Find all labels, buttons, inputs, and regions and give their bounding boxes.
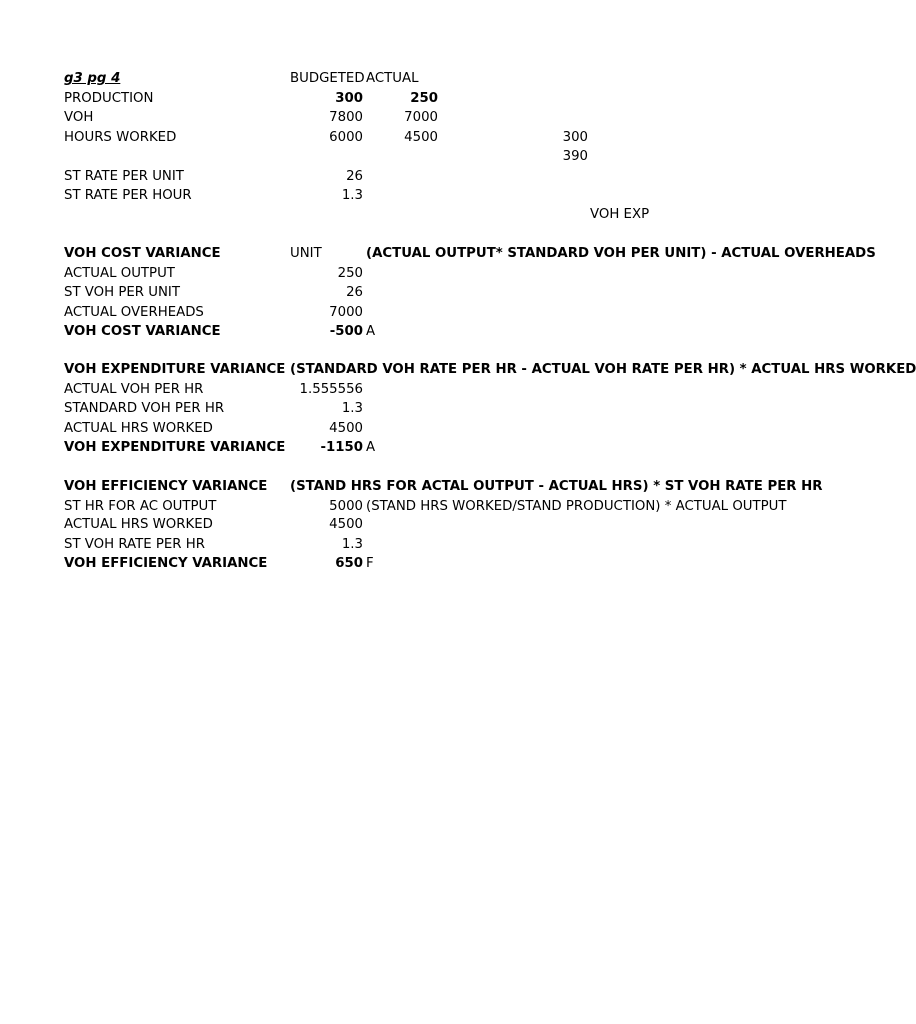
efficiency-actual-hrs-label[interactable]: ACTUAL HRS WORKED <box>64 517 213 532</box>
st-rate-per-unit-label[interactable]: ST RATE PER UNIT <box>64 168 184 184</box>
production-label[interactable]: PRODUCTION <box>64 90 154 106</box>
cost-variance-formula[interactable]: (ACTUAL OUTPUT* STANDARD VOH PER UNIT) - ACTUAL OVERHEADS <box>366 246 876 261</box>
production-actual[interactable]: 250 <box>410 90 438 106</box>
actual-header[interactable]: ACTUAL <box>366 71 419 86</box>
st-rate-per-hour-value[interactable]: 1.3 <box>341 188 363 203</box>
actual-output-label[interactable]: ACTUAL OUTPUT <box>64 265 175 281</box>
table-row <box>0 303 768 323</box>
st-voh-per-unit-value[interactable]: 26 <box>346 285 363 300</box>
table-row <box>0 380 768 400</box>
hours-worked-label[interactable]: HOURS WORKED <box>64 129 177 145</box>
table-row <box>0 264 768 284</box>
cost-variance-result-value[interactable]: -500 <box>329 324 363 339</box>
actual-hrs-worked-label[interactable]: ACTUAL HRS WORKED <box>64 420 213 436</box>
expenditure-variance-result-flag[interactable]: A <box>366 440 376 455</box>
table-row <box>0 497 787 517</box>
standard-voh-per-hr-label[interactable]: STANDARD VOH PER HR <box>64 401 225 416</box>
production-row <box>0 89 768 109</box>
hours-worked-actual[interactable]: 4500 <box>404 129 438 145</box>
efficiency-variance-result-value[interactable]: 650 <box>335 556 363 571</box>
standard-voh-per-hr-value[interactable]: 1.3 <box>341 401 363 416</box>
st-rate-per-unit-row <box>0 167 768 187</box>
actual-hrs-worked-value[interactable]: 4500 <box>329 420 363 436</box>
st-rate-per-hour-row <box>0 186 768 206</box>
side-value-row <box>0 147 768 167</box>
expenditure-variance-formula[interactable]: (STANDARD VOH RATE PER HR - ACTUAL VOH RATE PER HR) * ACTUAL HRS WORKED <box>290 362 916 377</box>
voh-budgeted[interactable]: 7800 <box>329 110 363 125</box>
cost-variance-result-flag[interactable]: A <box>366 324 376 339</box>
efficiency-variance-formula[interactable]: (STAND HRS FOR ACTAL OUTPUT - ACTUAL HRS) * ST VOH RATE PER HR <box>290 479 823 494</box>
voh-row <box>0 108 768 128</box>
expenditure-variance-heading-row <box>0 360 916 380</box>
st-voh-rate-per-hr-value[interactable]: 1.3 <box>341 536 363 552</box>
expenditure-variance-result-row <box>0 438 768 458</box>
efficiency-variance-result-label[interactable]: VOH EFFICIENCY VARIANCE <box>64 556 268 571</box>
voh-actual[interactable]: 7000 <box>404 110 438 125</box>
cost-variance-heading-row <box>0 244 876 264</box>
hours-worked-row <box>0 128 768 148</box>
cost-variance-unit-label[interactable]: UNIT <box>290 246 322 261</box>
st-voh-rate-per-hr-label[interactable]: ST VOH RATE PER HR <box>64 536 205 552</box>
hours-worked-budgeted[interactable]: 6000 <box>329 129 363 145</box>
st-hr-for-ac-output-label[interactable]: ST HR FOR AC OUTPUT <box>64 498 217 514</box>
side-value-cell[interactable]: 300 <box>562 129 588 145</box>
voh-label[interactable]: VOH <box>64 110 94 125</box>
budgeted-header[interactable]: BUDGETED <box>290 71 365 86</box>
cost-variance-result-label[interactable]: VOH COST VARIANCE <box>64 324 221 339</box>
expenditure-variance-heading[interactable]: VOH EXPENDITURE VARIANCE <box>64 362 286 377</box>
actual-output-value[interactable]: 250 <box>337 265 363 281</box>
actual-overheads-value[interactable]: 7000 <box>329 304 363 320</box>
voh-exp-label[interactable]: VOH EXP <box>590 207 650 222</box>
efficiency-variance-heading-row <box>0 477 823 497</box>
expenditure-variance-result-value[interactable]: -1150 <box>320 440 363 455</box>
table-row <box>0 399 768 419</box>
voh-exp-row <box>0 205 768 225</box>
actual-voh-per-hr-value[interactable]: 1.555556 <box>299 381 363 397</box>
actual-voh-per-hr-label[interactable]: ACTUAL VOH PER HR <box>64 381 204 397</box>
table-row <box>0 419 768 439</box>
efficiency-variance-result-row <box>0 554 768 574</box>
table-row <box>0 535 768 555</box>
efficiency-variance-heading[interactable]: VOH EFFICIENCY VARIANCE <box>64 479 268 494</box>
actual-overheads-label[interactable]: ACTUAL OVERHEADS <box>64 304 204 320</box>
st-rate-per-unit-value[interactable]: 26 <box>346 168 363 184</box>
st-hr-for-ac-output-value[interactable]: 5000 <box>329 498 363 514</box>
production-budgeted[interactable]: 300 <box>335 90 363 106</box>
st-hr-for-ac-output-note[interactable]: (STAND HRS WORKED/STAND PRODUCTION) * ACTUAL OUTPUT <box>366 498 787 514</box>
header-row <box>0 69 768 89</box>
sheet-title[interactable]: g3 pg 4 <box>64 71 121 86</box>
cost-variance-heading[interactable]: VOH COST VARIANCE <box>64 246 221 261</box>
table-row <box>0 283 768 303</box>
side-value-cell-2[interactable]: 390 <box>562 149 588 164</box>
expenditure-variance-result-label[interactable]: VOH EXPENDITURE VARIANCE <box>64 440 286 455</box>
st-voh-per-unit-label[interactable]: ST VOH PER UNIT <box>64 285 180 300</box>
cost-variance-result-row <box>0 322 768 342</box>
table-row <box>0 515 768 535</box>
efficiency-variance-result-flag[interactable]: F <box>366 556 374 571</box>
efficiency-actual-hrs-value[interactable]: 4500 <box>329 517 363 532</box>
st-rate-per-hour-label[interactable]: ST RATE PER HOUR <box>64 188 192 203</box>
